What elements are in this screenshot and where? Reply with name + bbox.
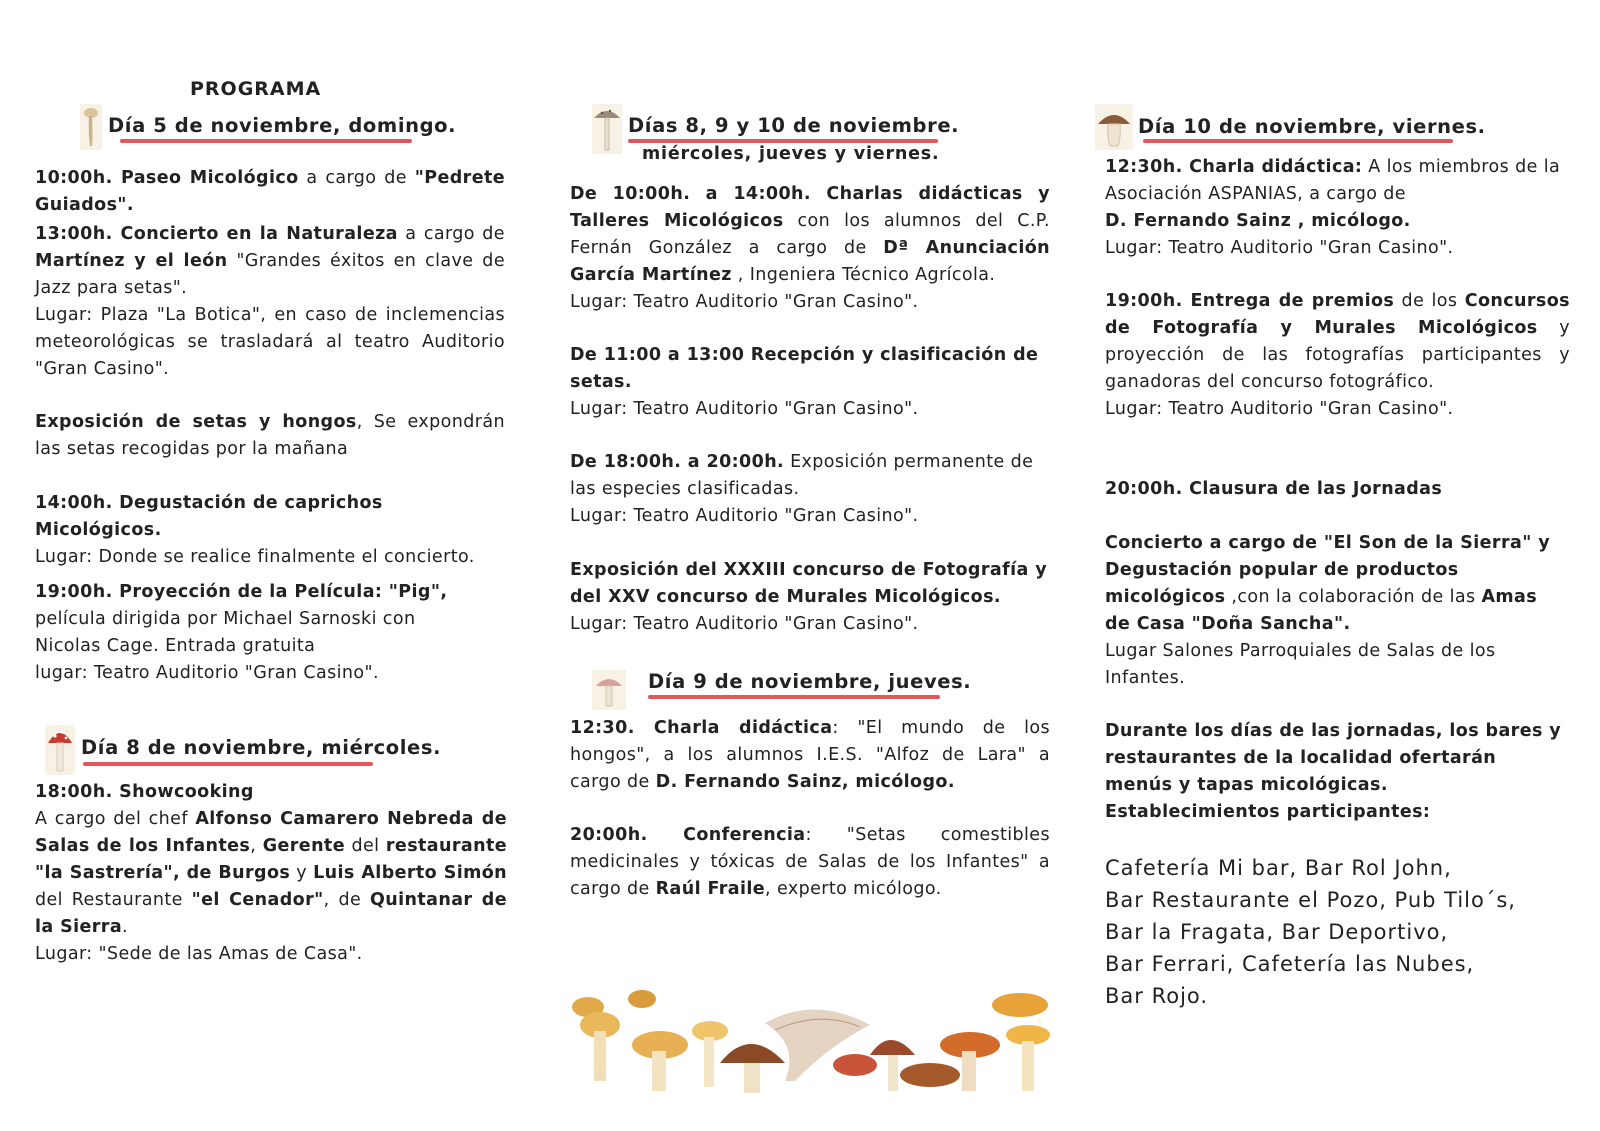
event-exposicion-setas: Exposición de setas y hongos, Se expondrán las setas recogidas por la mañana (35, 412, 505, 459)
establishment-line: Bar la Fragata, Bar Deportivo, (1105, 920, 1449, 944)
event-exposicion-permanente: De 18:00h. a 20:00h. Exposición permanente de las especies clasificadas. Lugar: Teatro Auditorio "Gran Casino". (570, 452, 1034, 526)
mushroom-icon (592, 670, 626, 710)
header-underline (648, 695, 940, 699)
event-1000-paseo: 10:00h. Paseo Micológico a cargo de "Pedrete Guiados". (35, 168, 505, 215)
event-1300-concierto: 13:00h. Concierto en la Naturaleza a cargo de Martínez y el león "Grandes éxitos en clave de Jazz para setas". Lugar: Plaza "La Botica", en caso de inclemencias meteorológicas se trasladará al teatro Auditorio "Gran Casino". (35, 224, 505, 379)
establishment-line: Bar Rojo. (1105, 984, 1209, 1008)
establishment-line: Bar Ferrari, Cafetería las Nubes, (1105, 952, 1475, 976)
day-10-header: Día 10 de noviembre, viernes. (1138, 115, 1486, 138)
event-charlas-talleres: De 10:00h. a 14:00h. Charlas didácticas y Talleres Micológicos con los alumnos del C.P. Fernán González a cargo de Dª Anunciación García Martínez , Ingeniera Técnico Agrícola. Lugar: Teatro Auditorio "Gran Casino". (570, 184, 1050, 312)
bares-restaurantes-info: Durante los días de las jornadas, los bares y restaurantes de la localidad ofertarán menús y tapas micológicas. Establecimientos participantes: (1105, 721, 1562, 822)
event-1900-proyeccion: 19:00h. Proyección de la Película: "Pig", película dirigida por Michael Sarnoski con Nicolas Cage. Entrada gratuita lugar: Teatro Auditorio "Gran Casino". (35, 582, 448, 683)
header-underline (120, 139, 412, 143)
event-2000-conferencia: 20:00h. Conferencia: "Setas comestibles medicinales y tóxicas de Salas de los Infantes" a cargo de Raúl Fraile, experto micólogo. (570, 825, 1050, 899)
event-1230h-charla: 12:30h. Charla didáctica: A los miembros de la Asociación ASPANIAS, a cargo de D. Fernando Sainz , micólogo. Lugar: Teatro Auditorio "Gran Casino". (1105, 157, 1561, 258)
header-underline (83, 762, 373, 766)
establishment-line: Cafetería Mi bar, Bar Rol John, (1105, 856, 1452, 880)
porcini-mushroom-icon (1095, 104, 1133, 150)
event-1230-charla: 12:30. Charla didáctica: "El mundo de los hongos", a los alumnos I.E.S. "Alfoz de Lara" a cargo de D. Fernando Sainz, micólogo. (570, 718, 1050, 792)
header-underline (1143, 139, 1453, 143)
parasol-mushroom-icon (592, 104, 622, 154)
event-1400-degustacion: 14:00h. Degustación de caprichos Micológicos. Lugar: Donde se realice finalmente el concierto. (35, 493, 475, 567)
event-1800-showcooking: 18:00h. Showcooking A cargo del chef Alfonso Camarero Nebreda de Salas de los Infantes, Gerente del restaurante "la Sastrería", de Burgos y Luis Alberto Simón del Restaurante "el Cenador", de Quintanar de la Sierra. Lugar: "Sede de las Amas de Casa". (35, 782, 508, 964)
day-8-header: Día 8 de noviembre, miércoles. (81, 736, 442, 759)
amanita-mushroom-icon (45, 725, 75, 775)
establishment-line: Bar Restaurante el Pozo, Pub Tilo´s, (1105, 888, 1516, 912)
programa-title: PROGRAMA (190, 78, 322, 100)
day-9-header: Día 9 de noviembre, jueves. (648, 670, 972, 693)
event-2000-clausura: 20:00h. Clausura de las Jornadas (1105, 479, 1443, 499)
establishments-list (1105, 852, 1575, 1012)
days-8-9-10-subheader: miércoles, jueves y viernes. (642, 144, 940, 164)
event-exposicion-concursos: Exposición del XXXIII concurso de Fotografía y del XXV concurso de Murales Micológicos. Lugar: Teatro Auditorio "Gran Casino". (570, 560, 1048, 634)
days-8-9-10-header: Días 8, 9 y 10 de noviembre. (628, 114, 960, 137)
day-5-header: Día 5 de noviembre, domingo. (108, 114, 457, 137)
mushroom-icon (80, 104, 102, 150)
event-recepcion-setas: De 11:00 a 13:00 Recepción y clasificación de setas. Lugar: Teatro Auditorio "Gran Casino". (570, 345, 1039, 419)
event-concierto-degustacion: Concierto a cargo de "El Son de la Sierra" y Degustación popular de productos micológicos ,con la colaboración de las Amas de Casa "Doña Sancha". Lugar Salones Parroquiales de Salas de los Infantes. (1105, 533, 1551, 688)
event-1900-entrega-premios: 19:00h. Entrega de premios de los Concursos de Fotografía y Murales Micológicos y proyección de las fotografías participantes y ganadoras del concurso fotográfico. Lugar: Teatro Auditorio "Gran Casino". (1105, 291, 1570, 419)
mushrooms-illustration (570, 985, 1052, 1095)
